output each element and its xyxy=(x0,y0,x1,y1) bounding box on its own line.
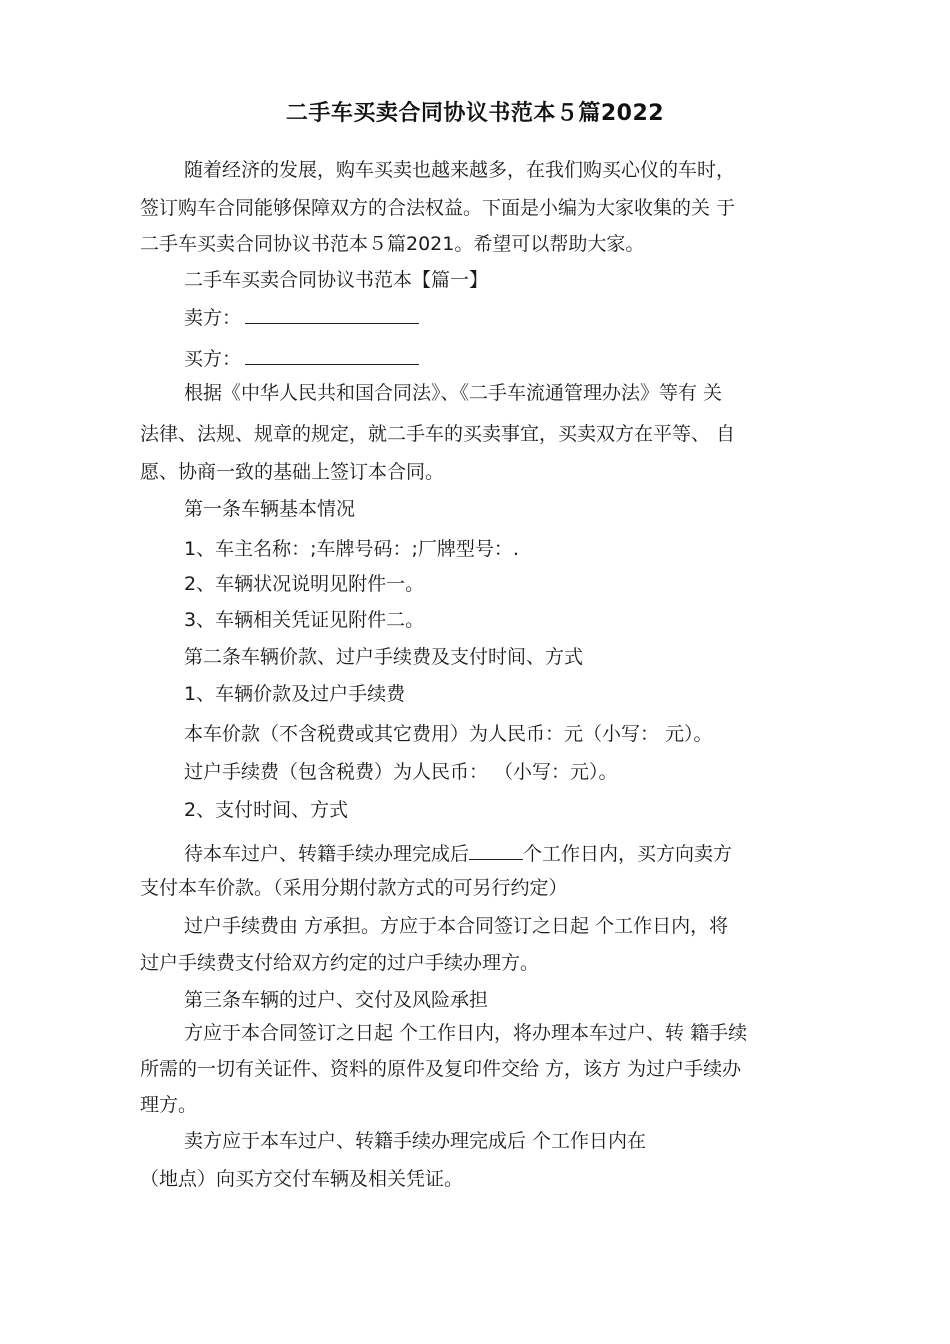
payment-days-blank xyxy=(469,841,523,860)
article-1-item-2: 2、车辆状况说明见附件一。 xyxy=(184,573,425,595)
article-2-sub-1: 1、车辆价款及过户手续费 xyxy=(184,683,406,705)
article-1-item-3: 3、车辆相关凭证见附件二。 xyxy=(184,609,425,631)
article-3-line-1: 方应于本合同签订之日起 个工作日内，将办理本车过户、转 籍手续 xyxy=(184,1022,748,1044)
payment-line-1 xyxy=(184,841,732,866)
document-title: 二手车买卖合同协议书范本５篇2022 xyxy=(285,101,665,126)
intro-line-3: 二手车买卖合同协议书范本５篇2021。希望可以帮助大家。 xyxy=(140,233,645,255)
article-1-item-1: 1、车主名称：;车牌号码：;厂牌型号：. xyxy=(184,538,519,560)
payment-text-a: 待本车过户、转籍手续办理完成后 xyxy=(184,843,470,865)
intro-line-2: 签订购车合同能够保障双方的合法权益。下面是小编为大家收集的关 于 xyxy=(140,197,736,219)
basis-line-2: 法律、法规、规章的规定，就二手车的买卖事宜，买卖双方在平等、 自 xyxy=(140,423,736,445)
article-3-line-2: 所需的一切有关证件、资料的原件及复印件交给 方，该方 为过户手续办 xyxy=(140,1058,742,1080)
article-1-title: 第一条车辆基本情况 xyxy=(184,498,356,520)
fee-line: 过户手续费（包含税费）为人民币： （小写：元）。 xyxy=(184,761,618,783)
seller-field xyxy=(184,305,419,330)
seller-label: 卖方： xyxy=(184,307,242,329)
seller-blank xyxy=(245,305,419,324)
article-3-line-3: 理方。 xyxy=(140,1094,198,1116)
buyer-label: 买方： xyxy=(184,348,242,370)
delivery-line-1: 卖方应于本车过户、转籍手续办理完成后 个工作日内在 xyxy=(184,1130,647,1152)
article-2-title: 第二条车辆价款、过户手续费及支付时间、方式 xyxy=(184,646,584,668)
section-title: 二手车买卖合同协议书范本【篇一】 xyxy=(184,269,489,291)
intro-line-1: 随着经济的发展，购车买卖也越来越多，在我们购买心仪的车时， xyxy=(184,159,736,181)
buyer-field xyxy=(184,346,419,371)
buyer-blank xyxy=(245,346,419,365)
basis-line-1: 根据《中华人民共和国合同法》、《二手车流通管理办法》等有 关 xyxy=(184,382,723,404)
fee-payment-line-2: 过户手续费支付给双方约定的过户手续办理方。 xyxy=(140,952,540,974)
basis-line-3: 愿、协商一致的基础上签订本合同。 xyxy=(140,461,445,483)
payment-line-2: 支付本车价款。（采用分期付款方式的可另行约定） xyxy=(140,877,568,899)
payment-text-b: 个工作日内，买方向卖方 xyxy=(523,843,733,865)
article-2-sub-2: 2、支付时间、方式 xyxy=(184,799,349,821)
delivery-line-2: （地点）向买方交付车辆及相关凭证。 xyxy=(140,1168,464,1190)
article-3-title: 第三条车辆的过户、交付及风险承担 xyxy=(184,989,489,1011)
fee-payment-line-1: 过户手续费由 方承担。方应于本合同签订之日起 个工作日内，将 xyxy=(184,915,729,937)
price-line: 本车价款（不含税费或其它费用）为人民币：元（小写： 元）。 xyxy=(184,723,713,745)
